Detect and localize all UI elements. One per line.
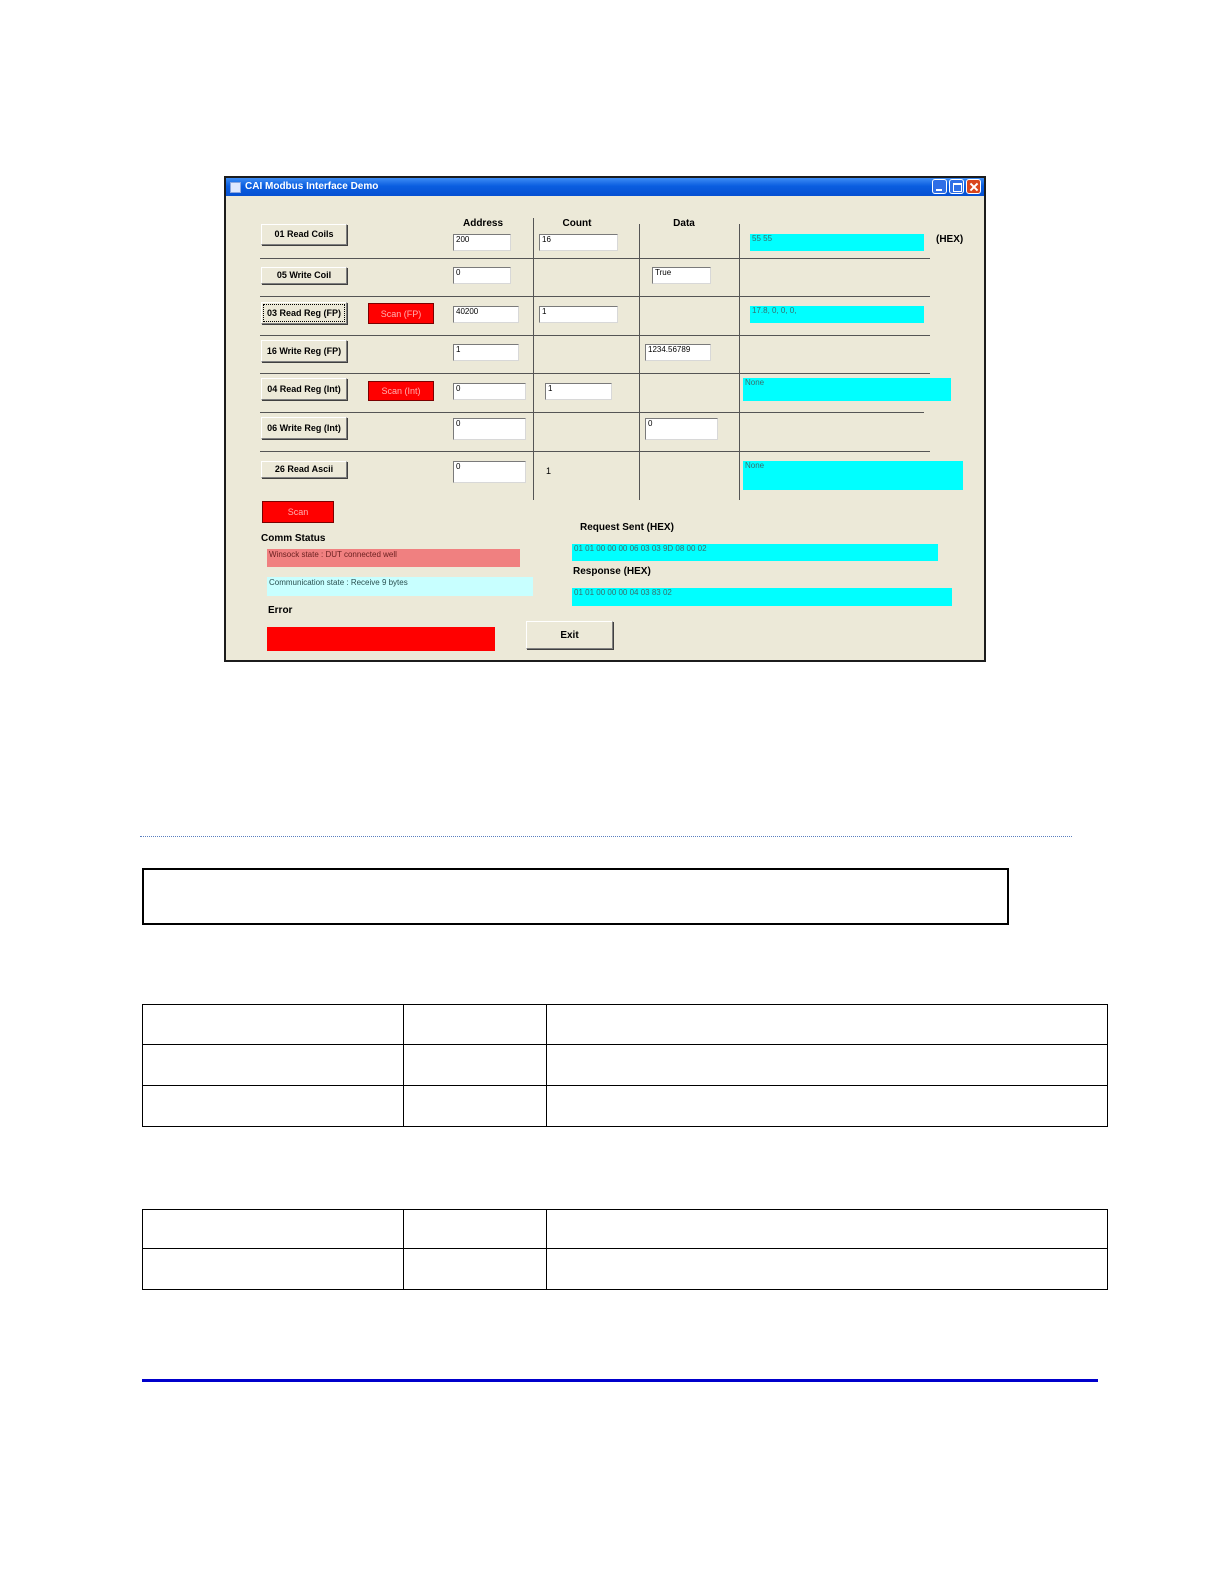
minimize-icon[interactable]: [932, 179, 947, 194]
close-icon[interactable]: [966, 179, 981, 194]
request-sent-label: Request Sent (HEX): [580, 522, 674, 533]
table-row: [143, 1005, 1108, 1045]
table-cell: [547, 1005, 1108, 1045]
write-coil-address-input[interactable]: 0: [453, 267, 511, 284]
read-reg-int-result: None: [743, 378, 951, 401]
scan-fp-button[interactable]: Scan (FP): [368, 303, 434, 324]
grid-line: [260, 296, 930, 297]
table-row: [143, 1249, 1108, 1290]
table-cell: [143, 1086, 404, 1127]
write-reg-fp-data-input[interactable]: 1234.56789: [645, 344, 711, 361]
count-header: Count: [562, 218, 592, 229]
hex-unit-label: (HEX): [936, 234, 964, 245]
empty-table-1: [142, 1004, 1108, 1127]
grid-line: [260, 258, 930, 259]
write-reg-fp-address-input[interactable]: 1: [453, 344, 519, 361]
error-label: Error: [268, 605, 293, 616]
grid-line: [260, 335, 930, 336]
footer-rule: [142, 1379, 1098, 1382]
empty-table-2: [142, 1209, 1108, 1290]
grid-line: [260, 373, 930, 374]
table-cell: [143, 1005, 404, 1045]
read-coils-count-input[interactable]: 16: [539, 234, 618, 251]
read-reg-fp-count-input[interactable]: 1: [539, 306, 618, 323]
table-cell: [547, 1086, 1108, 1127]
window-title: CAI Modbus Interface Demo: [245, 181, 379, 192]
grid-line: [739, 224, 740, 500]
maximize-icon[interactable]: [949, 179, 964, 194]
grid-line: [533, 218, 534, 500]
winsock-state-text: Winsock state : DUT connected well: [267, 549, 520, 567]
note-box: [142, 868, 1009, 925]
exit-button[interactable]: Exit: [526, 621, 613, 649]
data-header: Data: [673, 218, 695, 229]
table-row: [143, 1210, 1108, 1249]
table-cell: [404, 1249, 547, 1290]
read-coils-address-input[interactable]: 200: [453, 234, 511, 251]
request-sent-value: 01 01 00 00 00 06 03 03 9D 08 00 02: [572, 544, 938, 561]
error-field: [267, 627, 495, 651]
table-cell: [404, 1045, 547, 1086]
read-ascii-result: None: [743, 461, 963, 490]
comm-status-label: Comm Status: [261, 533, 326, 544]
read-ascii-button[interactable]: 26 Read Ascii: [261, 461, 347, 478]
scan-int-button[interactable]: Scan (Int): [368, 381, 434, 401]
grid-line: [260, 451, 930, 452]
read-coils-button[interactable]: 01 Read Coils: [261, 224, 347, 245]
response-label: Response (HEX): [573, 566, 651, 577]
title-bar[interactable]: [226, 178, 984, 196]
response-value: 01 01 00 00 00 04 03 83 02: [572, 588, 952, 606]
app-icon: [230, 182, 241, 193]
table-cell: [547, 1045, 1108, 1086]
table-cell: [143, 1045, 404, 1086]
write-reg-int-button[interactable]: 06 Write Reg (Int): [261, 417, 347, 439]
scan-button[interactable]: Scan: [262, 501, 334, 523]
write-reg-int-address-input[interactable]: 0: [453, 418, 526, 440]
section-separator: [140, 836, 1072, 837]
table-cell: [404, 1086, 547, 1127]
table-row: [143, 1086, 1108, 1127]
write-coil-button[interactable]: 05 Write Coil: [261, 267, 347, 284]
read-reg-fp-address-input[interactable]: 40200: [453, 306, 519, 323]
table-cell: [547, 1210, 1108, 1249]
table-row: [143, 1045, 1108, 1086]
grid-line: [260, 412, 924, 413]
grid-line: [639, 224, 640, 500]
modbus-demo-window: [224, 176, 986, 662]
table-cell: [547, 1249, 1108, 1290]
table-cell: [404, 1005, 547, 1045]
read-ascii-address-input[interactable]: 0: [453, 461, 526, 483]
read-reg-int-address-input[interactable]: 0: [453, 383, 526, 400]
read-reg-int-count-input[interactable]: 1: [545, 383, 612, 400]
write-reg-int-data-input[interactable]: 0: [645, 418, 718, 440]
read-coils-result: 55 55: [750, 234, 924, 251]
read-reg-fp-result: 17.8, 0, 0, 0,: [750, 306, 924, 323]
write-reg-fp-button[interactable]: 16 Write Reg (FP): [261, 340, 347, 362]
read-reg-fp-button[interactable]: 03 Read Reg (FP): [261, 302, 347, 324]
communication-state-text: Communication state : Receive 9 bytes: [267, 577, 533, 596]
table-cell: [143, 1249, 404, 1290]
read-ascii-count: 1: [546, 466, 552, 476]
table-cell: [404, 1210, 547, 1249]
table-cell: [143, 1210, 404, 1249]
read-reg-int-button[interactable]: 04 Read Reg (Int): [261, 378, 347, 400]
address-header: Address: [462, 218, 503, 229]
write-coil-data-input[interactable]: True: [652, 267, 711, 284]
